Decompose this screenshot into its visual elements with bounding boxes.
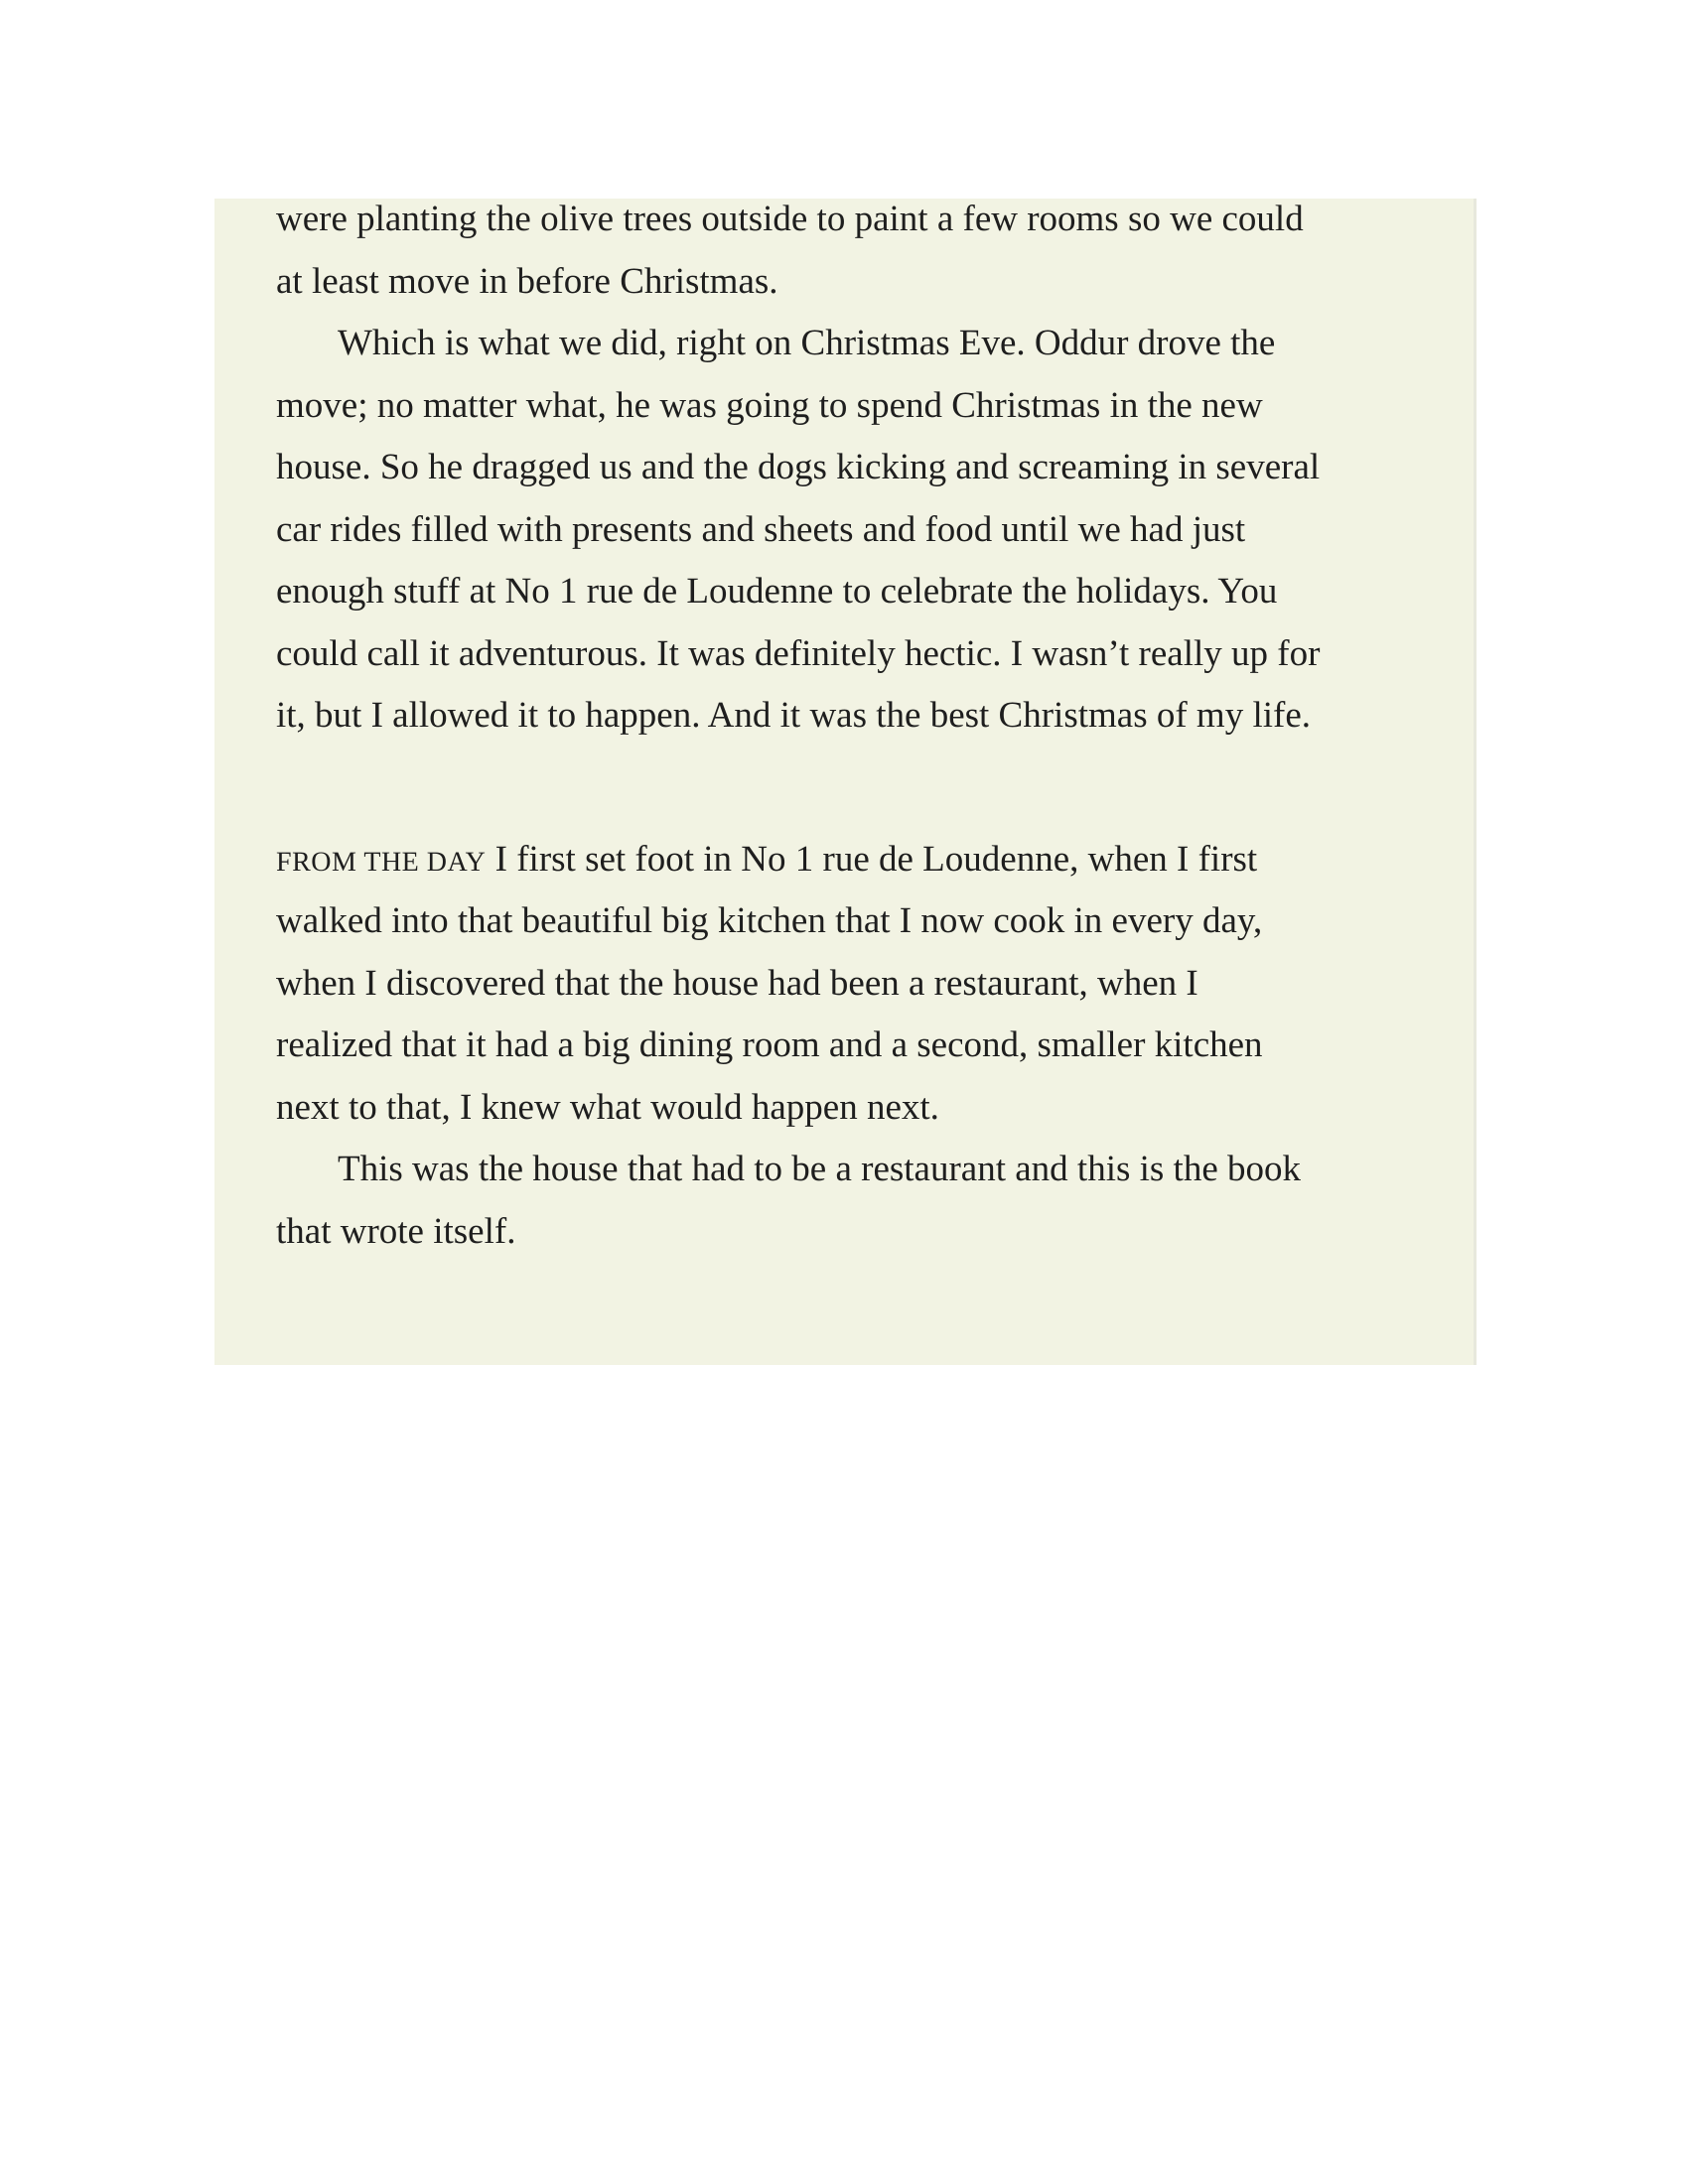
text-line: could call it adventurous. It was definitely hectic. I wasn’t really up for [276,632,1321,674]
text-fragment: I first set foot in No 1 rue de Loudenne, when I first [486,838,1258,880]
paragraph-section-opening [276,829,1438,1140]
page-panel [214,199,1474,1365]
text-line: next to that, I knew what would happen next. [276,1086,939,1128]
body-text [276,189,1438,1263]
paragraph [276,313,1438,748]
text-line: realized that it had a big dining room and a second, smaller kitchen [276,1024,1263,1065]
text-line: This was the house that had to be a restaurant and this is the book [338,1149,1302,1189]
text-line: that wrote itself. [276,1210,516,1252]
paragraph-continued [276,189,1438,313]
paragraph [276,1139,1438,1263]
text-line: car rides filled with presents and sheets and food until we had just [276,508,1246,550]
text-line: when I discovered that the house had been a restaurant, when I [276,962,1198,1004]
text-line: house. So he dragged us and the dogs kicking and screaming in several [276,447,1321,487]
section-lead-in: FROM THE DAY [276,846,487,878]
text-line: at least move in before Christmas. [276,260,778,302]
text-line: were planting the olive trees outside to paint a few rooms so we could [276,199,1304,239]
text-line [276,829,1438,891]
text-line: walked into that beautiful big kitchen that I now cook in every day, [276,900,1263,941]
text-line: enough stuff at No 1 rue de Loudenne to celebrate the holidays. You [276,571,1278,612]
text-line: Which is what we did, right on Christmas Eve. Oddur drove the [338,323,1276,363]
text-line: it, but I allowed it to happen. And it was the best Christmas of my life. [276,695,1312,736]
text-line: move; no matter what, he was going to spend Christmas in the new [276,384,1263,426]
section-break [276,748,1438,829]
